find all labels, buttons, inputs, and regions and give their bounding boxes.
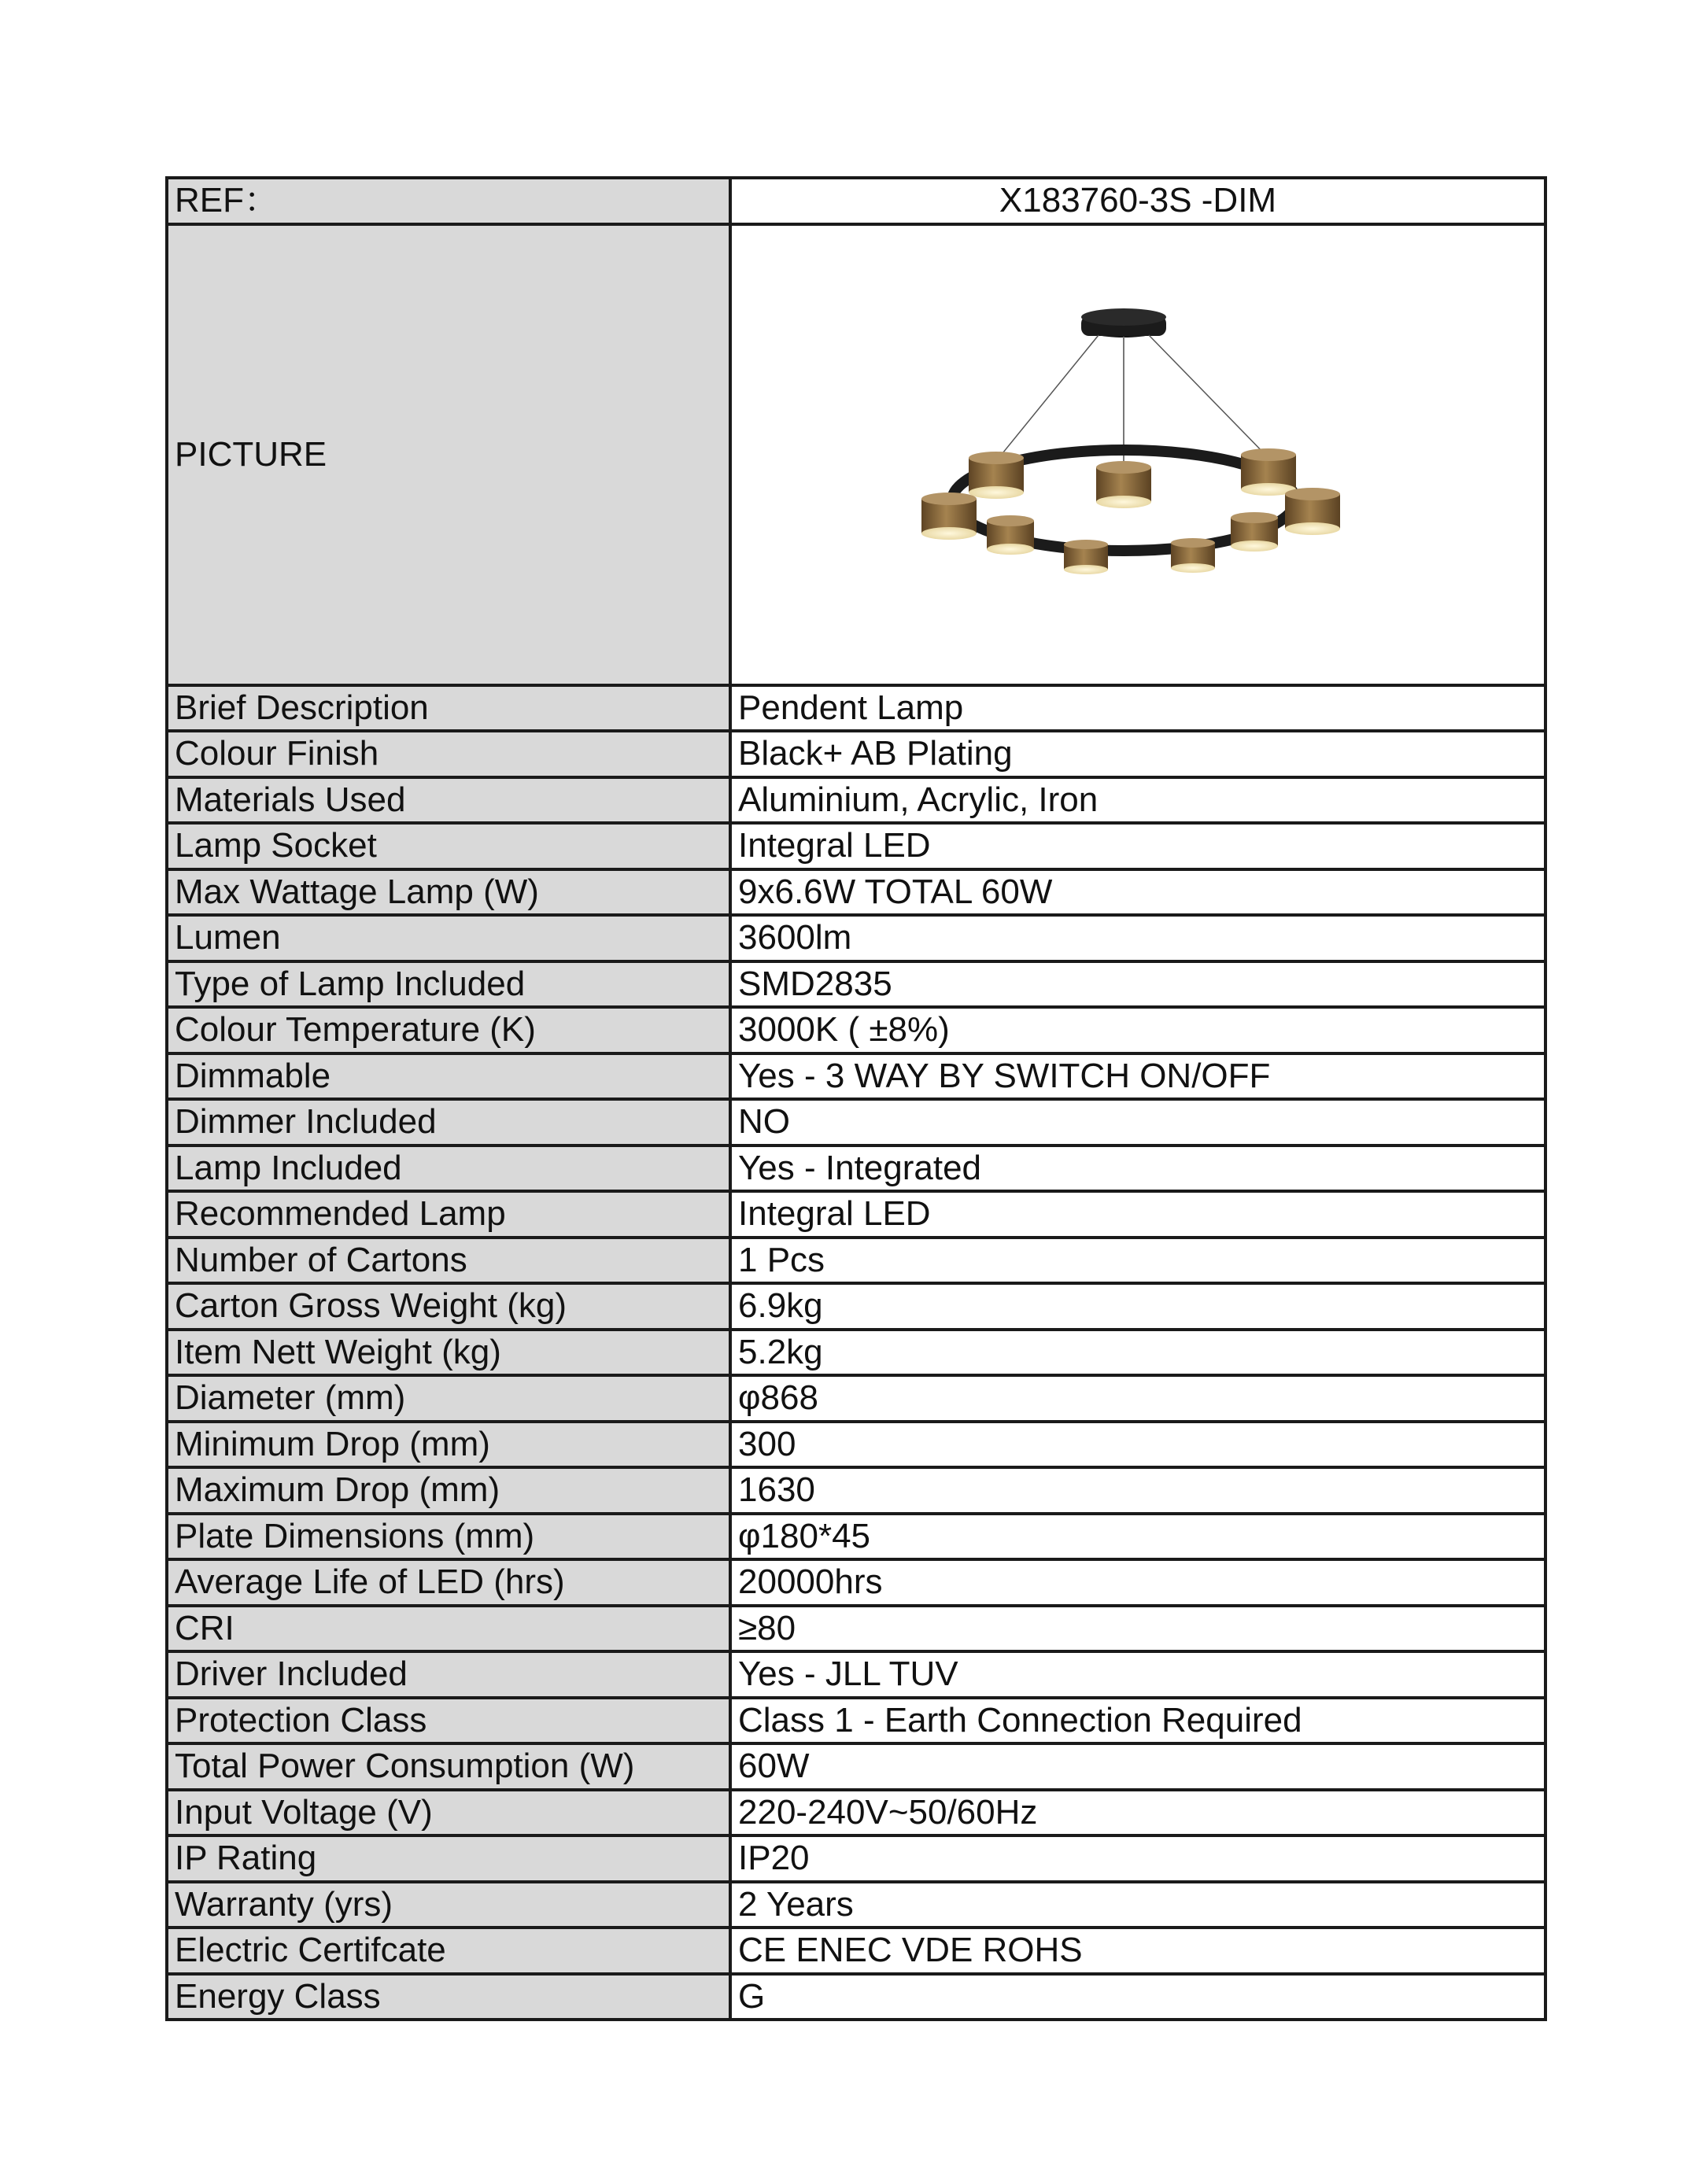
- spec-row: [167, 1698, 1545, 1744]
- spec-label: Warranty (yrs): [167, 1882, 730, 1928]
- spec-label: Lamp Socket: [167, 823, 730, 869]
- spec-value: 6.9kg: [730, 1283, 1545, 1330]
- spec-row: [167, 1283, 1545, 1330]
- spec-value: 1630: [730, 1467, 1545, 1514]
- spec-row: [167, 1007, 1545, 1053]
- spec-label: Minimum Drop (mm): [167, 1422, 730, 1468]
- spec-row: [167, 1651, 1545, 1698]
- spec-label: Diameter (mm): [167, 1375, 730, 1422]
- spec-value: 3600lm: [730, 915, 1545, 961]
- spec-row: [167, 1191, 1545, 1238]
- picture-row: [167, 224, 1545, 685]
- spec-row: [167, 1882, 1545, 1928]
- spec-label: Plate Dimensions (mm): [167, 1514, 730, 1560]
- spec-row: [167, 869, 1545, 916]
- suspension-wire-right: [1149, 335, 1268, 458]
- spec-value: 1 Pcs: [730, 1238, 1545, 1284]
- spec-row: [167, 1145, 1545, 1192]
- spec-value: Yes - 3 WAY BY SWITCH ON/OFF: [730, 1053, 1545, 1100]
- spec-row: [167, 731, 1545, 777]
- spec-row: [167, 1974, 1545, 2020]
- spec-value: 60W: [730, 1743, 1545, 1790]
- spec-row: [167, 1514, 1545, 1560]
- spec-value: 220-240V~50/60Hz: [730, 1790, 1545, 1836]
- ref-label: REF：: [167, 178, 730, 224]
- ref-value: X183760-3S -DIM: [730, 178, 1545, 224]
- spec-label: Input Voltage (V): [167, 1790, 730, 1836]
- spec-label: Materials Used: [167, 777, 730, 824]
- spec-label: Protection Class: [167, 1698, 730, 1744]
- spec-value: 20000hrs: [730, 1559, 1545, 1606]
- spec-label: Colour Finish: [167, 731, 730, 777]
- spec-row: [167, 1928, 1545, 1974]
- spec-value: SMD2835: [730, 961, 1545, 1008]
- suspension-wire-left: [996, 335, 1099, 461]
- spec-value: 3000K ( ±8%): [730, 1007, 1545, 1053]
- spec-value: Yes - Integrated: [730, 1145, 1545, 1192]
- spec-row: [167, 685, 1545, 732]
- spec-value: 5.2kg: [730, 1330, 1545, 1376]
- picture-label: PICTURE: [167, 224, 730, 685]
- spec-value: Integral LED: [730, 1191, 1545, 1238]
- spec-label: Electric Certifcate: [167, 1928, 730, 1974]
- spec-value: Aluminium, Acrylic, Iron: [730, 777, 1545, 824]
- spec-value: G: [730, 1974, 1545, 2020]
- spec-row: [167, 1835, 1545, 1882]
- spec-label: Total Power Consumption (W): [167, 1743, 730, 1790]
- picture-cell: [730, 224, 1545, 685]
- spec-row: [167, 1743, 1545, 1790]
- spec-label: Dimmer Included: [167, 1099, 730, 1145]
- ref-row: [167, 178, 1545, 224]
- spec-label: Average Life of LED (hrs): [167, 1559, 730, 1606]
- spec-row: [167, 1606, 1545, 1652]
- spec-row: [167, 823, 1545, 869]
- spec-label: Type of Lamp Included: [167, 961, 730, 1008]
- spec-value: φ868: [730, 1375, 1545, 1422]
- spec-row: [167, 1790, 1545, 1836]
- spec-table-body: [167, 178, 1545, 2020]
- spec-row: [167, 1238, 1545, 1284]
- spec-row: [167, 1099, 1545, 1145]
- spec-label: CRI: [167, 1606, 730, 1652]
- spec-label: Colour Temperature (K): [167, 1007, 730, 1053]
- spec-label: Item Nett Weight (kg): [167, 1330, 730, 1376]
- spec-row: [167, 1422, 1545, 1468]
- spec-value: Yes - JLL TUV: [730, 1651, 1545, 1698]
- spec-row: [167, 961, 1545, 1008]
- spec-row: [167, 1330, 1545, 1376]
- spec-value: φ180*45: [730, 1514, 1545, 1560]
- spec-value: Integral LED: [730, 823, 1545, 869]
- spec-label: Energy Class: [167, 1974, 730, 2020]
- spec-label: Lamp Included: [167, 1145, 730, 1192]
- spec-value: 300: [730, 1422, 1545, 1468]
- spec-label: IP Rating: [167, 1835, 730, 1882]
- spec-row: [167, 915, 1545, 961]
- spec-value: Pendent Lamp: [730, 685, 1545, 732]
- spec-row: [167, 1375, 1545, 1422]
- spec-label: Max Wattage Lamp (W): [167, 869, 730, 916]
- spec-value: CE ENEC VDE ROHS: [730, 1928, 1545, 1974]
- spec-label: Carton Gross Weight (kg): [167, 1283, 730, 1330]
- spec-row: [167, 1559, 1545, 1606]
- spec-value: Class 1 - Earth Connection Required: [730, 1698, 1545, 1744]
- spec-value: 2 Years: [730, 1882, 1545, 1928]
- spec-label: Driver Included: [167, 1651, 730, 1698]
- spec-label: Maximum Drop (mm): [167, 1467, 730, 1514]
- spec-sheet-table: [165, 176, 1547, 2021]
- spec-row: [167, 1053, 1545, 1100]
- spec-label: Brief Description: [167, 685, 730, 732]
- spec-value: Black+ AB Plating: [730, 731, 1545, 777]
- spec-label: Lumen: [167, 915, 730, 961]
- spec-value: ≥80: [730, 1606, 1545, 1652]
- spec-label: Recommended Lamp: [167, 1191, 730, 1238]
- spec-value: IP20: [730, 1835, 1545, 1882]
- spec-value: NO: [730, 1099, 1545, 1145]
- pendant-lamp-image: [918, 282, 1358, 628]
- spec-label: Dimmable: [167, 1053, 730, 1100]
- spec-value: 9x6.6W TOTAL 60W: [730, 869, 1545, 916]
- spec-row: [167, 777, 1545, 824]
- spec-row: [167, 1467, 1545, 1514]
- spec-label: Number of Cartons: [167, 1238, 730, 1284]
